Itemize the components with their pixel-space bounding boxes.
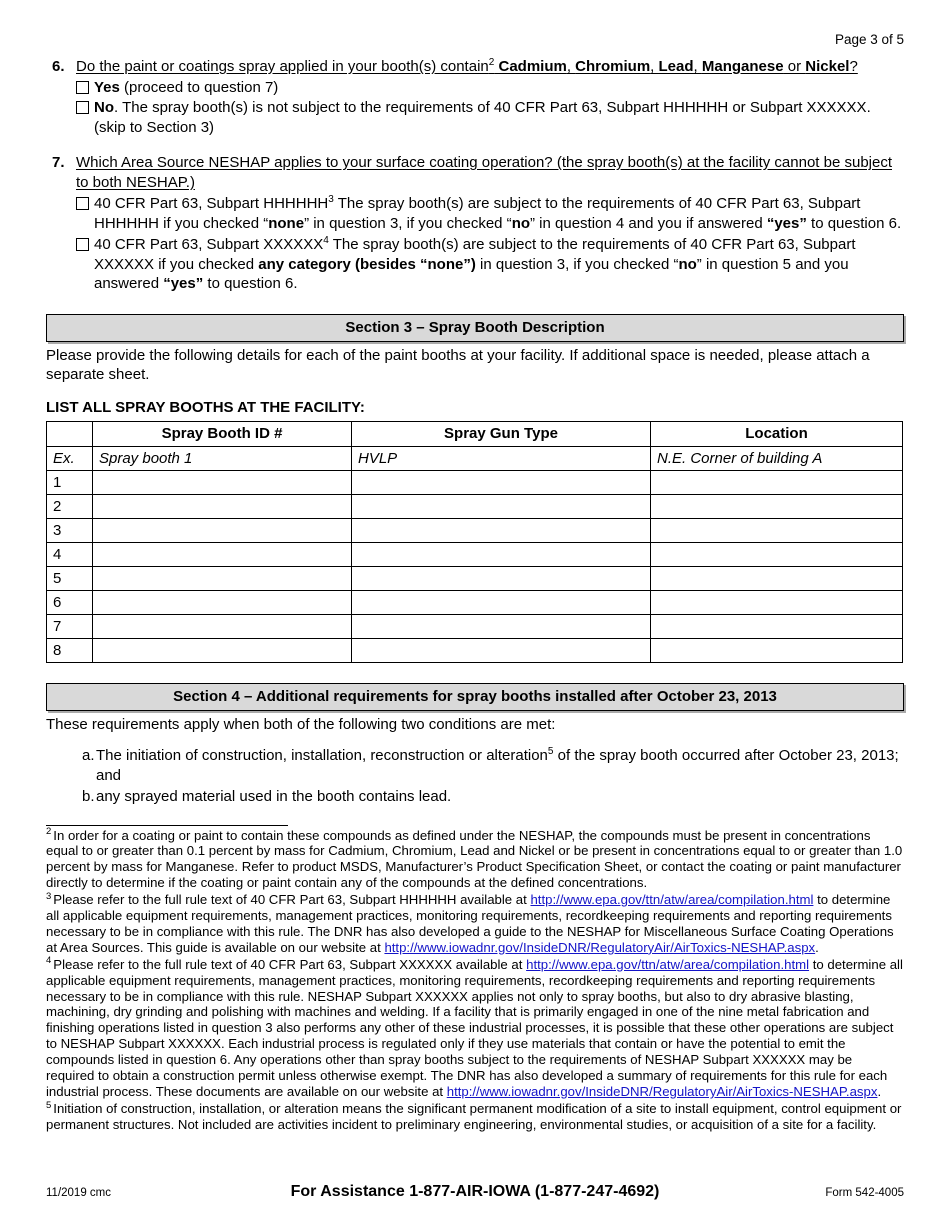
row-location[interactable]	[651, 614, 903, 638]
table-row	[47, 470, 903, 494]
footnote-2-text: In order for a coating or paint to contain these compounds as defined under the NESHAP, the compounds must be present in concentrations equal to or greater than 0.1 percent by mass for Cadmium, Chromium, Lead and Nickel or be present in concentrations equal to or greater than 1.0 percent by mass for Manganese. Refer to product MSDS, Manufacturer’s Product Specification Sheet, or contact the coating or paint manufacturer directly to determine if the coating or paint contain any of the compounds at the defined concentrations.	[46, 827, 903, 891]
condition-a-label: a.	[82, 747, 95, 764]
page-content	[46, 0, 904, 1133]
footnote-ref-5: 5	[547, 746, 554, 757]
row-gun-type[interactable]	[352, 494, 651, 518]
footnote-4-seg1: Please refer to the full rule text of 40 CFR Part 63, Subpart XXXXXX available at	[53, 956, 527, 972]
footnote-3-seg2: to determine all applicable equipment requirements, management practices, monitoring requirements, recordkeeping requirements and reporting requirements necessary to be in compliance with this rule. The DNR has also developed a guide to the NESHAP for Miscellaneous Surface Coating Operations at Area Sources. This guide is available on our website at	[46, 892, 894, 955]
footnote-ref-3: 3	[328, 194, 334, 205]
table-row	[47, 446, 903, 470]
col-header-booth-id: Spray Booth ID #	[93, 421, 352, 446]
q7b-t2: ” in question 5 and you answered	[94, 255, 849, 292]
checkbox-q6-yes[interactable]	[76, 81, 89, 94]
condition-a-post: of the spray booth occurred after October 23, 2013; and	[96, 747, 899, 784]
footnotes-block	[46, 828, 904, 1133]
footnote-2	[46, 828, 904, 892]
row-booth-id[interactable]	[93, 470, 352, 494]
metal-nickel: Nickel	[805, 58, 850, 75]
row-booth-id[interactable]	[93, 518, 352, 542]
metal-chromium: Chromium	[575, 58, 651, 75]
question-6-stem: Do the paint or coatings spray applied in your booth(s) contain$^2$ Cadmium, Chromium, Lead, Manganese or Nickel?	[76, 57, 858, 75]
footnote-4-mark: 4	[46, 955, 52, 967]
row-booth-id[interactable]	[93, 590, 352, 614]
q7b-t1: “none”)	[415, 255, 476, 273]
row-location[interactable]: N.E. Corner of building A	[651, 446, 903, 470]
q7a-t2: ” in question 4 and you if answered	[530, 214, 767, 232]
table-row	[47, 566, 903, 590]
metal-cadmium: Cadmium	[498, 58, 567, 75]
footnote-4-link-iowadnr[interactable]: http://www.iowadnr.gov/InsideDNR/RegulatoryAir/AirToxics-NESHAP.aspx	[446, 1084, 878, 1099]
condition-a-text	[82, 746, 904, 785]
metal-manganese: Manganese	[701, 58, 784, 75]
footnote-3-seg3: .	[815, 939, 819, 955]
condition-a-pre: The initiation of construction, installation, reconstruction or alteration	[96, 747, 548, 764]
row-gun-type[interactable]	[352, 638, 651, 662]
table-row	[47, 590, 903, 614]
metal-lead: Lead	[658, 58, 694, 75]
footnote-4-link-epa[interactable]: http://www.epa.gov/ttn/atw/area/compilation.html	[526, 956, 810, 972]
footnote-3-link-epa[interactable]: http://www.epa.gov/ttn/atw/area/compilation.html	[530, 892, 814, 908]
row-location[interactable]	[651, 590, 903, 614]
row-gun-type[interactable]: HVLP	[352, 446, 651, 470]
spray-booth-table	[46, 421, 903, 663]
question-7-option-xxxxxx[interactable]	[76, 235, 904, 294]
row-location[interactable]	[651, 638, 903, 662]
row-gun-type[interactable]	[352, 470, 651, 494]
section-4-note: These requirements apply when both of the following two conditions are met:	[46, 715, 556, 733]
row-index: 6	[47, 590, 93, 614]
row-index: 8	[47, 638, 93, 662]
question-6-stem-pre: Do the paint or coatings spray applied in your booth(s) contain	[76, 58, 489, 75]
table-row	[47, 518, 903, 542]
q6-yes-bold: Yes	[94, 78, 120, 96]
row-location[interactable]	[651, 542, 903, 566]
row-index: 1	[47, 470, 93, 494]
col-header-location: Location	[651, 421, 903, 446]
condition-a	[46, 746, 904, 785]
table-row	[47, 494, 903, 518]
question-6-number: 6.	[52, 58, 65, 75]
question-6	[46, 57, 904, 137]
q7a-line: 40 CFR Part 63, Subpart HHHHHH	[94, 195, 329, 212]
table-row	[47, 638, 903, 662]
footnote-3-seg1: Please refer to the full rule text of 40 CFR Part 63, Subpart HHHHHH available at	[53, 892, 531, 908]
footnote-separator	[46, 825, 288, 826]
stem-end: ?	[849, 58, 858, 75]
footnote-4-seg2: to determine all applicable equipment requirements, management practices, monitoring requirements, recordkeeping requirements and reporting requirements necessary to be in compliance with this rule. NESHAP Subpart XXXXXX applies not only to spray booths, but also to dry abrasive blasting, machining, dry grinding and polishing with machines and welding. If a facility that is primarily engaged in one of the nine metal fabrication and finishing operations listed in question 3 also performs any other of these industrial processes, it is possible that these other operations are subject to NESHAP Subpart XXXXXX. Each industrial process is regulated only if they use materials that contain or have the potential to emit the compounds listed in question 6. Any operations other than spray booths subject to the requirements of NESHAP Subpart XXXXXX may be required to obtain a construction permit unless otherwise exempt. The DNR has also developed a summary of requirements for this rule for each industrial process. These documents are available on our website at	[46, 956, 903, 1099]
footnote-5-text: Initiation of construction, installation, or alteration means the significant permanent modification of a site to install equipment, control equipment or permanent structures. Not included are activities incident to preliminary engineering, environmental studies, or acquisition of a site for a facility.	[46, 1100, 902, 1132]
question-7-option-xxxxxx-label	[94, 235, 904, 294]
q7a-bold-none: none	[268, 214, 305, 232]
question-7-number: 7.	[52, 154, 65, 171]
col-header-gun-type: Spray Gun Type	[352, 421, 651, 446]
row-gun-type[interactable]	[352, 542, 651, 566]
footnote-ref-2: 2	[488, 57, 495, 68]
checkbox-q7-subpart-xxxxxx[interactable]	[76, 238, 89, 251]
row-gun-type[interactable]	[352, 566, 651, 590]
spray-booth-list-heading: LIST ALL SPRAY BOOTHS AT THE FACILITY:	[46, 398, 365, 416]
footnote-3-mark: 3	[46, 890, 52, 902]
row-location[interactable]	[651, 470, 903, 494]
condition-b-label: b.	[82, 788, 95, 805]
row-location[interactable]	[651, 518, 903, 542]
row-location[interactable]	[651, 566, 903, 590]
q7b-bold-no: no	[678, 255, 697, 273]
page-footer	[46, 1183, 904, 1201]
footnote-5-mark: 5	[46, 1099, 52, 1111]
q6-no-bold: No	[94, 99, 114, 116]
row-index: 3	[47, 518, 93, 542]
footnote-4-seg3: .	[877, 1084, 882, 1099]
footnote-ref-4: 4	[323, 235, 329, 246]
question-7-stem: Which Area Source NESHAP applies to your surface coating operation? (the spray booth(s) at the facility cannot be subject to both NESHAP.)	[76, 154, 892, 191]
row-index: 5	[47, 566, 93, 590]
question-7-body	[76, 153, 904, 294]
row-index: 7	[47, 614, 93, 638]
footer-form-number: Form 542-4005	[825, 1187, 904, 1199]
spray-booth-table-body	[47, 446, 903, 662]
q7a-after-sup: The spray booth(s) are subject to the requirements of 40 CFR Part 63, Subpart HHHHHH if you checked “	[94, 195, 861, 232]
section-3-note: Please provide the following details for each of the paint booths at your facility. If additional space is needed, please attach a separate sheet.	[46, 346, 870, 383]
section-4-conditions	[46, 746, 904, 807]
row-booth-id[interactable]	[93, 638, 352, 662]
footer-assistance: For Assistance 1-877-AIR-IOWA (1-877-247-4692)	[290, 1183, 660, 1200]
question-6-option-yes[interactable]	[76, 78, 904, 98]
row-booth-id[interactable]	[93, 542, 352, 566]
question-7-option-hhhhhh-label	[94, 194, 904, 233]
table-row	[47, 614, 903, 638]
q7b-after-sup: The spray booth(s) are subject to the requirements of 40 CFR Part 63, Subpart XXXXXX if you checked	[94, 236, 856, 273]
q7b-bold-any-category: any category (besides	[258, 255, 416, 273]
table-row	[47, 542, 903, 566]
checkbox-q6-no[interactable]	[76, 101, 89, 114]
row-index: 4	[47, 542, 93, 566]
row-index: Ex.	[47, 446, 93, 470]
q6-no-rest: . The spray booth(s) is not subject to the requirements of 40 CFR Part 63, Subpart HHHHHH or Subpart XXXXXX. (skip to Section 3)	[94, 99, 871, 136]
section-4-header: Section 4 – Additional requirements for spray booths installed after October 23, 2013	[46, 683, 904, 711]
row-gun-type[interactable]	[352, 614, 651, 638]
stem-connector: or	[783, 58, 806, 75]
row-booth-id[interactable]	[93, 614, 352, 638]
footnote-5	[46, 1101, 904, 1133]
row-gun-type[interactable]	[352, 518, 651, 542]
question-7	[46, 153, 904, 294]
footnote-3	[46, 892, 904, 956]
condition-b	[46, 787, 904, 807]
table-header-row	[47, 421, 903, 446]
q7a-bold-yes: “yes”	[766, 214, 807, 232]
footnote-4	[46, 957, 904, 1100]
question-6-option-yes-label	[94, 78, 904, 98]
question-6-option-no[interactable]	[76, 98, 904, 137]
row-gun-type[interactable]	[352, 590, 651, 614]
question-7-option-hhhhhh[interactable]	[76, 194, 904, 233]
col-header-index	[47, 421, 93, 446]
question-6-option-no-label	[94, 98, 904, 137]
footnote-2-mark: 2	[46, 826, 52, 838]
q7b-line: 40 CFR Part 63, Subpart XXXXXX	[94, 236, 324, 253]
footnote-3-link-iowadnr[interactable]: http://www.iowadnr.gov/InsideDNR/RegulatoryAir/AirToxics-NESHAP.aspx	[384, 939, 816, 955]
q7a-t3: to question 6.	[806, 214, 902, 232]
q7a-t1: ” in question 3, if you checked “	[304, 214, 512, 232]
spray-booth-table-head	[47, 421, 903, 446]
q6-yes-rest: (proceed to question 7)	[119, 78, 279, 96]
row-booth-id[interactable]	[93, 566, 352, 590]
section-3-header: Section 3 – Spray Booth Description	[46, 314, 904, 342]
checkbox-q7-subpart-hhhhhh[interactable]	[76, 197, 89, 210]
q7b-t1b: in question 3, if you checked “	[475, 255, 679, 273]
row-booth-id[interactable]: Spray booth 1	[93, 446, 352, 470]
row-index: 2	[47, 494, 93, 518]
row-booth-id[interactable]	[93, 494, 352, 518]
footer-revision: 11/2019 cmc	[46, 1187, 111, 1199]
page-number: Page 3 of 5	[834, 32, 904, 47]
row-location[interactable]	[651, 494, 903, 518]
question-6-body	[76, 57, 904, 137]
q7b-bold-yes: “yes”	[163, 275, 204, 292]
q7b-t3: to question 6.	[203, 275, 298, 292]
q7a-bold-no: no	[511, 214, 531, 232]
condition-b-text: any sprayed material used in the booth contains lead.	[96, 788, 452, 805]
